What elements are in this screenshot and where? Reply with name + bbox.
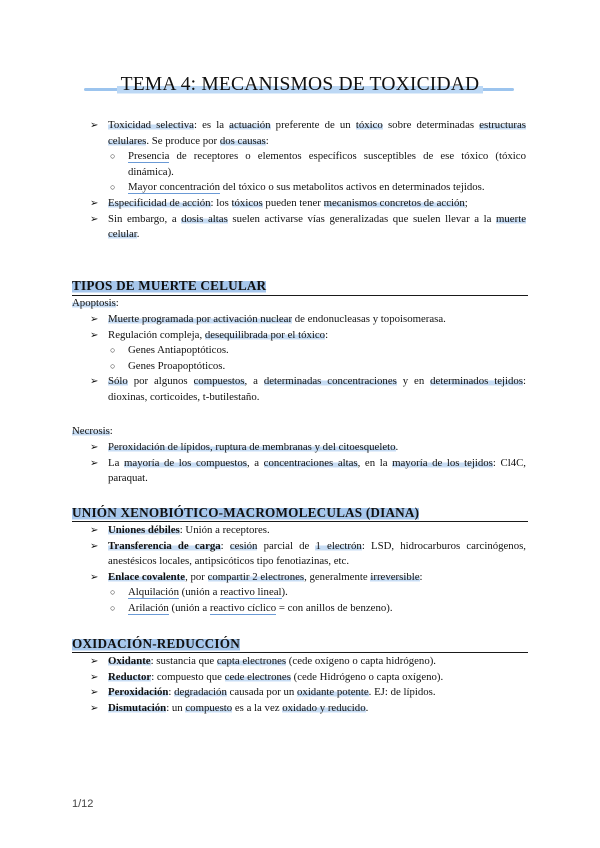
list-item: ➢ Transferencia de carga: cesión parcial de 1 electrón: LSD, hidrocarburos carcinógenos, anestésicos locales, antipsicóticos tipo fenotiazinas, etc.	[90, 539, 526, 568]
bullet-arrow-icon: ➢	[90, 571, 99, 583]
union-list	[90, 523, 526, 617]
bullet-arrow-icon: ➢	[90, 120, 99, 131]
bullet-arrow-icon: ➢	[90, 540, 99, 552]
bullet-arrow-icon: ➢	[90, 525, 99, 536]
sub-bullet-circle-icon: ○	[110, 345, 116, 356]
section-heading-union: UNIÓN XENOBIÓTICO-MACROMOLECULAS (DIANA)	[72, 505, 420, 520]
list-item: ➢ Uniones débiles: Unión a receptores.	[90, 523, 526, 539]
bullet-arrow-icon: ➢	[90, 197, 99, 209]
bullet-arrow-icon: ➢	[90, 329, 99, 341]
bullet-arrow-icon: ➢	[90, 314, 99, 325]
sub-list-item: ○ Genes Proapoptóticos.	[110, 359, 526, 375]
list-item: ➢ Sin embargo, a dosis altas suelen activarse vías generalizadas que suelen llevar a la muerte celular.	[90, 212, 526, 241]
apoptosis-list	[90, 312, 526, 406]
list-item: ➢ Sólo por algunos compuestos, a determinadas concentraciones y en determinados tejidos: dioxinas, corticoides, t-butilestaño.	[90, 375, 527, 403]
list-item: ➢ Especificidad de acción: los tóxicos pueden tener mecanismos concretos de acción;	[90, 196, 526, 212]
bullet-arrow-icon: ➢	[90, 376, 99, 388]
list-item: ➢ Reductor: compuesto que cede electrones (cede Hidrógeno o capta oxígeno).	[90, 670, 526, 686]
section-divider	[72, 295, 528, 296]
sub-bullet-circle-icon: ○	[110, 602, 116, 613]
section-heading-tipos: TIPOS DE MUERTE CELULAR	[72, 278, 267, 293]
sub-list-item: ○ Presencia de receptores o elementos específicos susceptibles de ese tóxico (tóxico dinámica).	[110, 150, 526, 178]
bullet-arrow-icon: ➢	[90, 671, 99, 683]
list-item: ➢ Regulación compleja, desequilibrada por el tóxico:	[90, 328, 526, 344]
list-item: ➢ Toxicidad selectiva: es la actuación preferente de un tóxico sobre determinadas estructuras celulares. Se produce por dos causas:	[90, 119, 526, 147]
sub-list-item: ○ Alquilación (unión a reactivo lineal).	[110, 585, 526, 601]
list-item: ➢ La mayoría de los compuestos, a concentraciones altas, en la mayoría de los tejidos: Cl4C, paraquat.	[90, 456, 526, 485]
page-title: TEMA 4: MECANISMOS DE TOXICIDAD	[0, 74, 600, 96]
sub-list-item: ○ Genes Antiapoptóticos.	[110, 343, 526, 359]
bullet-arrow-icon: ➢	[90, 702, 99, 714]
sub-list-item: ○ Arilación (unión a reactivo cíclico = con anillos de benzeno).	[110, 601, 526, 617]
sub-list-item: ○ Mayor concentración del tóxico o sus metabolitos activos en determinados tejidos.	[110, 180, 526, 196]
sub-bullet-circle-icon: ○	[110, 151, 116, 162]
necrosis-list	[90, 440, 526, 487]
apoptosis-label: Apoptosis:	[72, 297, 119, 309]
list-item: ➢ Oxidante: sustancia que capta electrones (cede oxígeno o capta hidrógeno).	[90, 654, 526, 670]
bullet-arrow-icon: ➢	[90, 213, 99, 225]
list-item: ➢ Peroxidación: degradación causada por un oxidante potente. EJ: de lípidos.	[90, 685, 526, 701]
bullet-arrow-icon: ➢	[90, 656, 99, 667]
bullet-arrow-icon: ➢	[90, 687, 99, 699]
section-heading-oxred: OXIDACIÓN-REDUCCIÓN	[72, 636, 240, 651]
list-item: ➢ Dismutación: un compuesto es a la vez oxidado y reducido.	[90, 701, 526, 717]
sub-bullet-circle-icon: ○	[110, 360, 116, 371]
section-divider	[72, 652, 528, 653]
bullet-arrow-icon: ➢	[90, 442, 99, 453]
page-number: 1/12	[72, 798, 94, 810]
necrosis-label: Necrosis:	[72, 425, 113, 437]
list-item: ➢ Enlace covalente, por compartir 2 electrones, generalmente irreversible:	[90, 570, 526, 586]
bullet-arrow-icon: ➢	[90, 457, 99, 469]
section-divider	[72, 521, 528, 522]
list-item: ➢ Peroxidación de lípidos, ruptura de membranas y del citoesqueleto.	[90, 440, 526, 456]
sub-bullet-circle-icon: ○	[110, 587, 116, 598]
intro-list	[90, 118, 526, 243]
sub-bullet-circle-icon: ○	[110, 182, 116, 193]
list-item: ➢ Muerte programada por activación nuclear de endonucleasas y topoisomerasa.	[90, 312, 526, 328]
oxred-list	[90, 654, 526, 716]
